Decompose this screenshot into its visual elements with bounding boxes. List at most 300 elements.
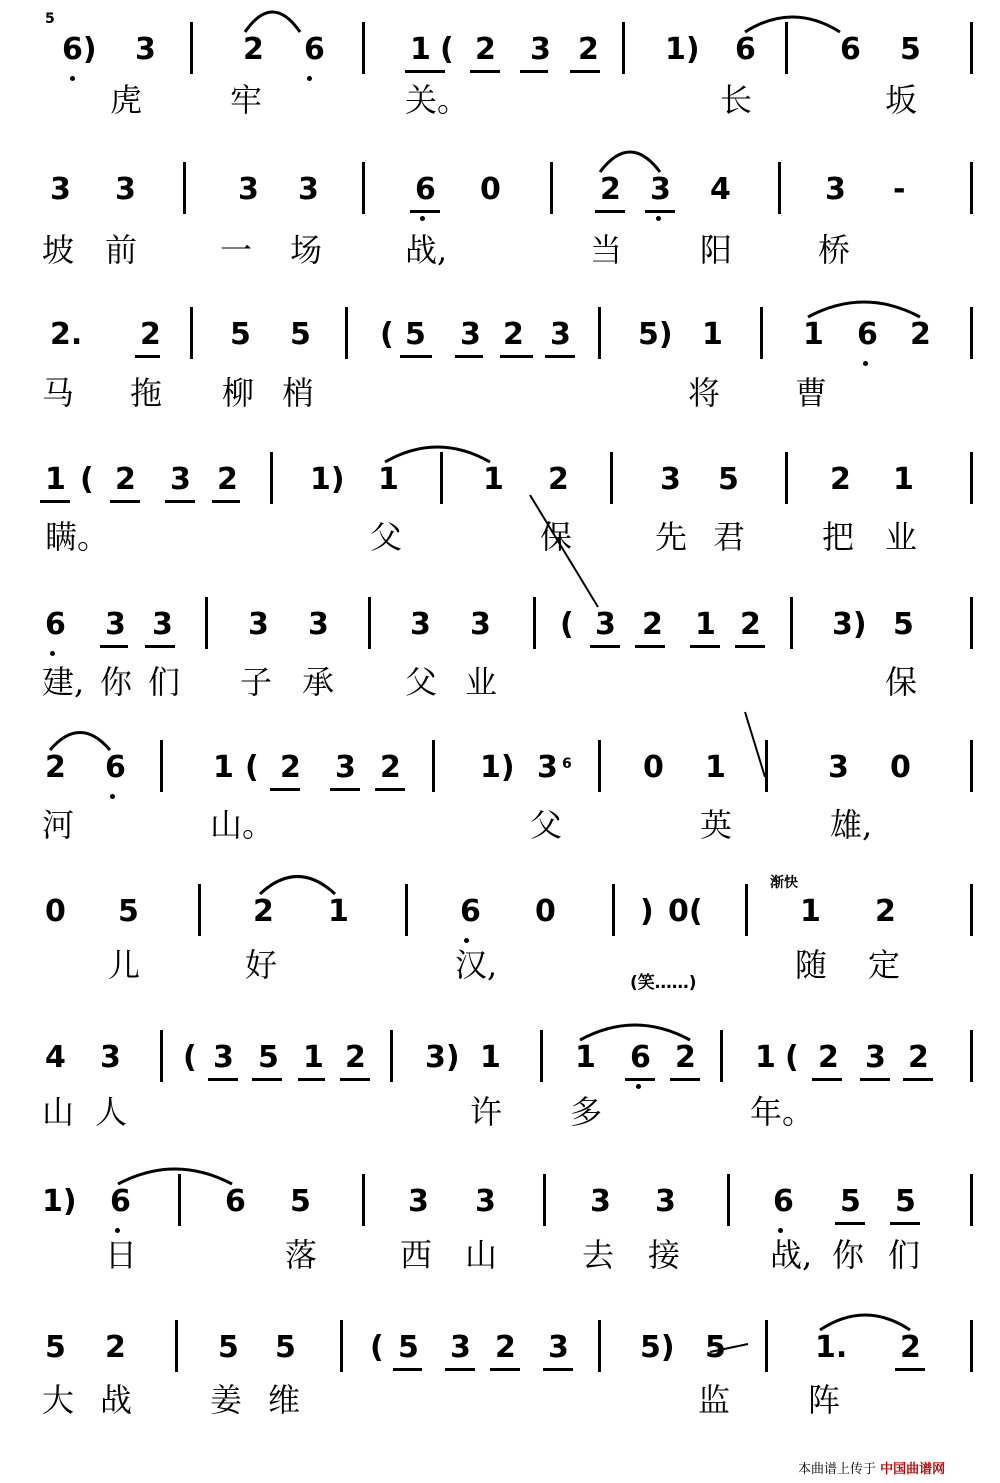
barline	[362, 162, 365, 214]
lyric-char: 雄,	[830, 806, 873, 844]
lyric-char: 子	[240, 663, 273, 701]
barline	[405, 884, 408, 936]
lyric-char: 父	[370, 518, 403, 556]
note-digit: 3	[537, 750, 558, 785]
underline-beam	[812, 1078, 842, 1081]
lyric-char: 君	[713, 518, 746, 556]
note-digit: 2	[380, 750, 401, 785]
underline-beam	[208, 1078, 238, 1081]
lyric-char: 阳	[700, 231, 733, 269]
note-digit: (	[80, 462, 94, 497]
octave-dot-below	[115, 1228, 120, 1233]
barline	[540, 1030, 543, 1082]
barline	[970, 1030, 973, 1082]
lyric-char: 人	[95, 1093, 128, 1131]
note-digit: 3	[248, 607, 269, 642]
lyric-char: 战,	[770, 1236, 813, 1274]
underline-beam	[212, 500, 240, 503]
note-digit: 5)	[640, 1330, 675, 1365]
note-digit: 1	[410, 32, 431, 67]
site-logo: 中国曲谱网	[880, 1462, 946, 1477]
barline	[970, 1174, 973, 1226]
lyric-char: 好	[245, 946, 278, 984]
underline-beam	[100, 645, 128, 648]
underline-beam	[145, 645, 175, 648]
lyric-char: 坂	[885, 81, 918, 119]
underline-beam	[590, 645, 620, 648]
note-digit: 1	[705, 750, 726, 785]
barline	[598, 1320, 601, 1372]
note-digit: 6	[110, 1184, 131, 1219]
lyric-char: 曹	[795, 374, 828, 412]
lyric-char: 保	[540, 518, 573, 556]
note-digit: 4	[710, 172, 731, 207]
note-digit: 3	[475, 1184, 496, 1219]
note-digit: 3	[595, 607, 616, 642]
underline-beam	[400, 355, 432, 358]
underline-beam	[645, 210, 675, 213]
barline	[778, 162, 781, 214]
underline-beam	[135, 355, 160, 358]
note-digit: 2	[740, 607, 761, 642]
octave-dot-below	[863, 361, 868, 366]
underline-beam	[835, 1222, 865, 1225]
lyric-char: 马	[42, 374, 75, 412]
underline-beam	[40, 500, 70, 503]
lyric-char: 监	[698, 1381, 731, 1419]
note-digit: 2	[115, 462, 136, 497]
note-digit: 1	[45, 462, 66, 497]
barline	[362, 1174, 365, 1226]
lyric-char: 西	[400, 1236, 433, 1274]
note-digit: 2	[642, 607, 663, 642]
note-digit: 1.	[815, 1330, 848, 1365]
note-digit: 2	[578, 32, 599, 67]
note-digit: 5	[718, 462, 739, 497]
lyric-char: 大	[42, 1381, 75, 1419]
octave-dot-below	[110, 794, 115, 799]
lyric-char: 将	[688, 374, 721, 412]
underline-beam	[545, 355, 575, 358]
note-digit: (	[440, 32, 454, 67]
note-digit: 3	[50, 172, 71, 207]
note-digit: 3	[828, 750, 849, 785]
note-digit: 3)	[832, 607, 867, 642]
note-digit: 3	[470, 607, 491, 642]
lyric-char: 英	[700, 806, 733, 844]
underline-beam	[860, 1078, 890, 1081]
note-digit: 3	[460, 317, 481, 352]
note-digit: 5	[705, 1330, 726, 1365]
note-digit: 2.	[50, 317, 83, 352]
lyric-char: 战	[100, 1381, 133, 1419]
note-digit: 3	[408, 1184, 429, 1219]
barline	[270, 452, 273, 504]
barline	[390, 1030, 393, 1082]
note-digit: 3	[115, 172, 136, 207]
note-digit: 3	[298, 172, 319, 207]
octave-dot-below	[50, 651, 55, 656]
note-digit: 5)	[638, 317, 673, 352]
barline	[598, 740, 601, 792]
barline	[970, 597, 973, 649]
note-digit: 5	[218, 1330, 239, 1365]
barline	[190, 22, 193, 74]
note-digit: 3	[530, 32, 551, 67]
note-digit: 3	[825, 172, 846, 207]
note-digit: 1	[575, 1040, 596, 1075]
lyric-char: 父	[405, 663, 438, 701]
note-digit: 5	[405, 317, 426, 352]
underline-beam	[635, 645, 665, 648]
octave-dot-below	[307, 76, 312, 81]
note-digit: 2	[345, 1040, 366, 1075]
barline	[790, 597, 793, 649]
note-digit: 6	[630, 1040, 651, 1075]
lyric-char: 你	[832, 1236, 865, 1274]
underline-beam	[735, 645, 765, 648]
lyric-char: 河	[42, 806, 75, 844]
barline	[622, 22, 625, 74]
barline	[340, 1320, 343, 1372]
octave-dot-below	[420, 216, 425, 221]
lyric-char: 牢	[230, 81, 263, 119]
note-digit: 3	[655, 1184, 676, 1219]
octave-dot-below	[464, 938, 469, 943]
lyric-char: 定	[868, 946, 901, 984]
lyric-char: 落	[285, 1236, 318, 1274]
lyric-char: 拖	[130, 374, 163, 412]
note-digit: 5	[275, 1330, 296, 1365]
note-digit: 3)	[425, 1040, 460, 1075]
barline	[160, 1030, 163, 1082]
underline-beam	[393, 1368, 422, 1371]
barline	[432, 740, 435, 792]
note-digit: (	[245, 750, 259, 785]
grace-note-5: 5	[45, 11, 55, 27]
barline	[205, 597, 208, 649]
underline-beam	[330, 788, 360, 791]
lyric-char: 们	[888, 1236, 921, 1274]
lyric-char: 山。	[210, 806, 275, 844]
lyric-char: 业	[885, 518, 918, 556]
lyric-char: 业	[465, 663, 498, 701]
note-digit: 3	[105, 607, 126, 642]
lyric-char: 当	[590, 231, 623, 269]
note-digit: 2	[140, 317, 161, 352]
lyric-char: 虎	[110, 81, 143, 119]
underline-beam	[490, 1368, 520, 1371]
note-digit: 2	[495, 1330, 516, 1365]
barline	[610, 452, 613, 504]
barline	[345, 307, 348, 359]
barline	[362, 22, 365, 74]
note-digit: 1)	[480, 750, 515, 785]
octave-dot-below	[656, 216, 661, 221]
note-digit: 6	[840, 32, 861, 67]
underline-beam	[595, 210, 625, 213]
note-digit: 5	[290, 1184, 311, 1219]
note-digit: 1	[695, 607, 716, 642]
note-digit: 0	[643, 750, 664, 785]
lyric-char: 承	[302, 663, 335, 701]
barline	[190, 307, 193, 359]
barline	[543, 1174, 546, 1226]
barline	[183, 162, 186, 214]
note-digit: 2	[875, 894, 896, 929]
note-digit: 3	[213, 1040, 234, 1075]
note-digit: 2	[217, 462, 238, 497]
note-digit: 3	[410, 607, 431, 642]
note-digit: 2	[475, 32, 496, 67]
lyric-char: 你	[100, 663, 133, 701]
note-digit: 2	[253, 894, 274, 929]
note-digit: (	[785, 1040, 799, 1075]
note-digit: 6	[45, 607, 66, 642]
note-digit: )	[640, 894, 654, 929]
note-digit: (	[380, 317, 394, 352]
lyric-char: 一	[220, 231, 253, 269]
note-digit: 5	[893, 607, 914, 642]
note-digit: 5	[118, 894, 139, 929]
note-digit: 0(	[668, 894, 703, 929]
note-digit: 1	[213, 750, 234, 785]
lyric-char: 阵	[808, 1381, 841, 1419]
lyric-char: 父	[530, 806, 563, 844]
lyric-char: 前	[105, 231, 138, 269]
note-digit: 1	[893, 462, 914, 497]
underline-beam	[410, 210, 440, 213]
note-digit: 0	[890, 750, 911, 785]
underline-beam	[165, 500, 195, 503]
note-digit: 3	[152, 607, 173, 642]
note-digit: 2	[503, 317, 524, 352]
lyric-char: 们	[148, 663, 181, 701]
note-digit: 1)	[42, 1184, 77, 1219]
underline-beam	[270, 788, 300, 791]
lyric-char: 日	[105, 1236, 138, 1274]
note-digit: 6	[735, 32, 756, 67]
lyric-char: 姜	[210, 1381, 243, 1419]
lyric-char: 接	[648, 1236, 681, 1274]
note-digit: 2	[910, 317, 931, 352]
note-digit: 5	[290, 317, 311, 352]
underline-beam	[455, 355, 483, 358]
underline-beam	[340, 1078, 370, 1081]
note-digit: (	[370, 1330, 384, 1365]
barline	[970, 740, 973, 792]
barline	[198, 884, 201, 936]
note-digit: 1	[303, 1040, 324, 1075]
note-digit: 3	[308, 607, 329, 642]
underline-beam	[110, 500, 140, 503]
barline	[760, 307, 763, 359]
lyric-char: 把	[822, 518, 855, 556]
note-digit: 3	[650, 172, 671, 207]
note-digit: 1	[800, 894, 821, 929]
underline-beam	[470, 70, 500, 73]
note-digit: 2	[45, 750, 66, 785]
barline	[970, 452, 973, 504]
note-digit: 6	[105, 750, 126, 785]
note-digit: 4	[45, 1040, 66, 1075]
lyric-char: 汉,	[455, 946, 498, 984]
lyric-char: 多	[570, 1093, 603, 1131]
note-digit: 1	[328, 894, 349, 929]
note-digit: 5	[45, 1330, 66, 1365]
note-digit: 1	[480, 1040, 501, 1075]
barline	[970, 22, 973, 74]
barline	[160, 740, 163, 792]
lyric-char: 去	[582, 1236, 615, 1274]
note-digit: 6	[460, 894, 481, 929]
note-digit: 3	[335, 750, 356, 785]
lyric-char: 儿	[108, 946, 141, 984]
lyric-char: 关。	[405, 81, 470, 119]
note-digit: (	[560, 607, 574, 642]
tempo-marking: 渐快	[770, 875, 798, 891]
note-digit: 6	[857, 317, 878, 352]
note-digit: 1	[483, 462, 504, 497]
note-digit: 5	[900, 32, 921, 67]
underline-beam	[570, 70, 600, 73]
underline-beam	[670, 1078, 700, 1081]
note-digit: 3	[238, 172, 259, 207]
barline	[970, 162, 973, 214]
note-digit: 2	[280, 750, 301, 785]
note-digit: 3	[660, 462, 681, 497]
note-digit: -	[893, 172, 906, 207]
barline	[533, 597, 536, 649]
underline-beam	[445, 1368, 475, 1371]
barline	[970, 1320, 973, 1372]
note-digit: 2	[548, 462, 569, 497]
octave-dot-below	[778, 1228, 783, 1233]
note-digit: 5	[258, 1040, 279, 1075]
note-digit: 3	[865, 1040, 886, 1075]
barline	[745, 884, 748, 936]
barline	[368, 597, 371, 649]
note-digit: 1)	[310, 462, 345, 497]
note-digit: 2	[675, 1040, 696, 1075]
barline	[440, 452, 443, 504]
note-digit: 3	[550, 317, 571, 352]
laugh-marker: (笑……)	[630, 973, 697, 993]
note-digit: 3	[548, 1330, 569, 1365]
note-digit: 5	[230, 317, 251, 352]
lyric-char: 瞒。	[45, 518, 110, 556]
lyric-char: 坡	[42, 231, 75, 269]
underline-beam	[895, 1368, 925, 1371]
lyric-char: 随	[795, 946, 828, 984]
lyric-char: 山	[465, 1236, 498, 1274]
barline	[785, 452, 788, 504]
note-digit: 1	[702, 317, 723, 352]
lyric-char: 柳	[222, 374, 255, 412]
note-digit: 1)	[665, 32, 700, 67]
lyric-char: 场	[290, 231, 323, 269]
note-digit: 6)	[62, 32, 97, 67]
barline	[720, 1030, 723, 1082]
footer-watermark	[798, 1458, 945, 1477]
note-digit: 6	[225, 1184, 246, 1219]
barline	[175, 1320, 178, 1372]
lyric-char: 桥	[818, 231, 851, 269]
note-digit: 3	[170, 462, 191, 497]
note-digit: 6	[415, 172, 436, 207]
underline-beam	[520, 70, 548, 73]
note-digit: 1	[755, 1040, 776, 1075]
barline	[598, 307, 601, 359]
note-digit: 2	[105, 1330, 126, 1365]
note-digit: 1	[378, 462, 399, 497]
note-digit: 6	[773, 1184, 794, 1219]
barline	[727, 1174, 730, 1226]
lyric-char: 战,	[405, 231, 448, 269]
octave-dot-below	[70, 76, 75, 81]
lyric-char: 许	[470, 1093, 503, 1131]
underline-beam	[252, 1078, 282, 1081]
barline	[178, 1174, 181, 1226]
lyric-char: 保	[885, 663, 918, 701]
underline-beam	[903, 1078, 933, 1081]
underline-beam	[625, 1078, 655, 1081]
note-digit: 1	[803, 317, 824, 352]
note-digit: 3	[590, 1184, 611, 1219]
note-digit: 6	[304, 32, 325, 67]
note-digit: 2	[600, 172, 621, 207]
underline-beam	[375, 788, 405, 791]
note-digit: 5	[895, 1184, 916, 1219]
underline-beam	[298, 1078, 325, 1081]
note-digit: 2	[900, 1330, 921, 1365]
underline-beam	[543, 1368, 573, 1371]
note-digit: (	[183, 1040, 197, 1075]
octave-dot-below	[636, 1084, 641, 1089]
barline	[970, 884, 973, 936]
barline	[550, 162, 553, 214]
note-digit: 0	[480, 172, 501, 207]
underline-beam	[890, 1222, 920, 1225]
underline-beam	[405, 70, 445, 73]
lyric-char: 梢	[282, 374, 315, 412]
note-digit: 0	[535, 894, 556, 929]
note-digit: 2	[818, 1040, 839, 1075]
lyric-char: 年。	[750, 1093, 815, 1131]
barline	[612, 884, 615, 936]
note-digit: 5	[840, 1184, 861, 1219]
lyric-char: 山	[42, 1093, 75, 1131]
footer-upload-text: 本曲谱上传于	[798, 1462, 877, 1477]
lyric-char: 维	[268, 1381, 301, 1419]
barline	[970, 307, 973, 359]
barline	[785, 22, 788, 74]
note-digit: 0	[45, 894, 66, 929]
note-digit: 3	[450, 1330, 471, 1365]
barline	[765, 740, 768, 792]
lyric-char: 建,	[42, 663, 85, 701]
note-digit: 5	[398, 1330, 419, 1365]
lyric-char: 长	[720, 81, 753, 119]
lyric-char: 先	[655, 518, 688, 556]
barline	[765, 1320, 768, 1372]
underline-beam	[500, 355, 533, 358]
note-digit: 2	[830, 462, 851, 497]
note-digit: 3	[135, 32, 156, 67]
note-digit: 2	[908, 1040, 929, 1075]
grace-note-6: 6	[562, 756, 572, 772]
note-digit: 3	[100, 1040, 121, 1075]
